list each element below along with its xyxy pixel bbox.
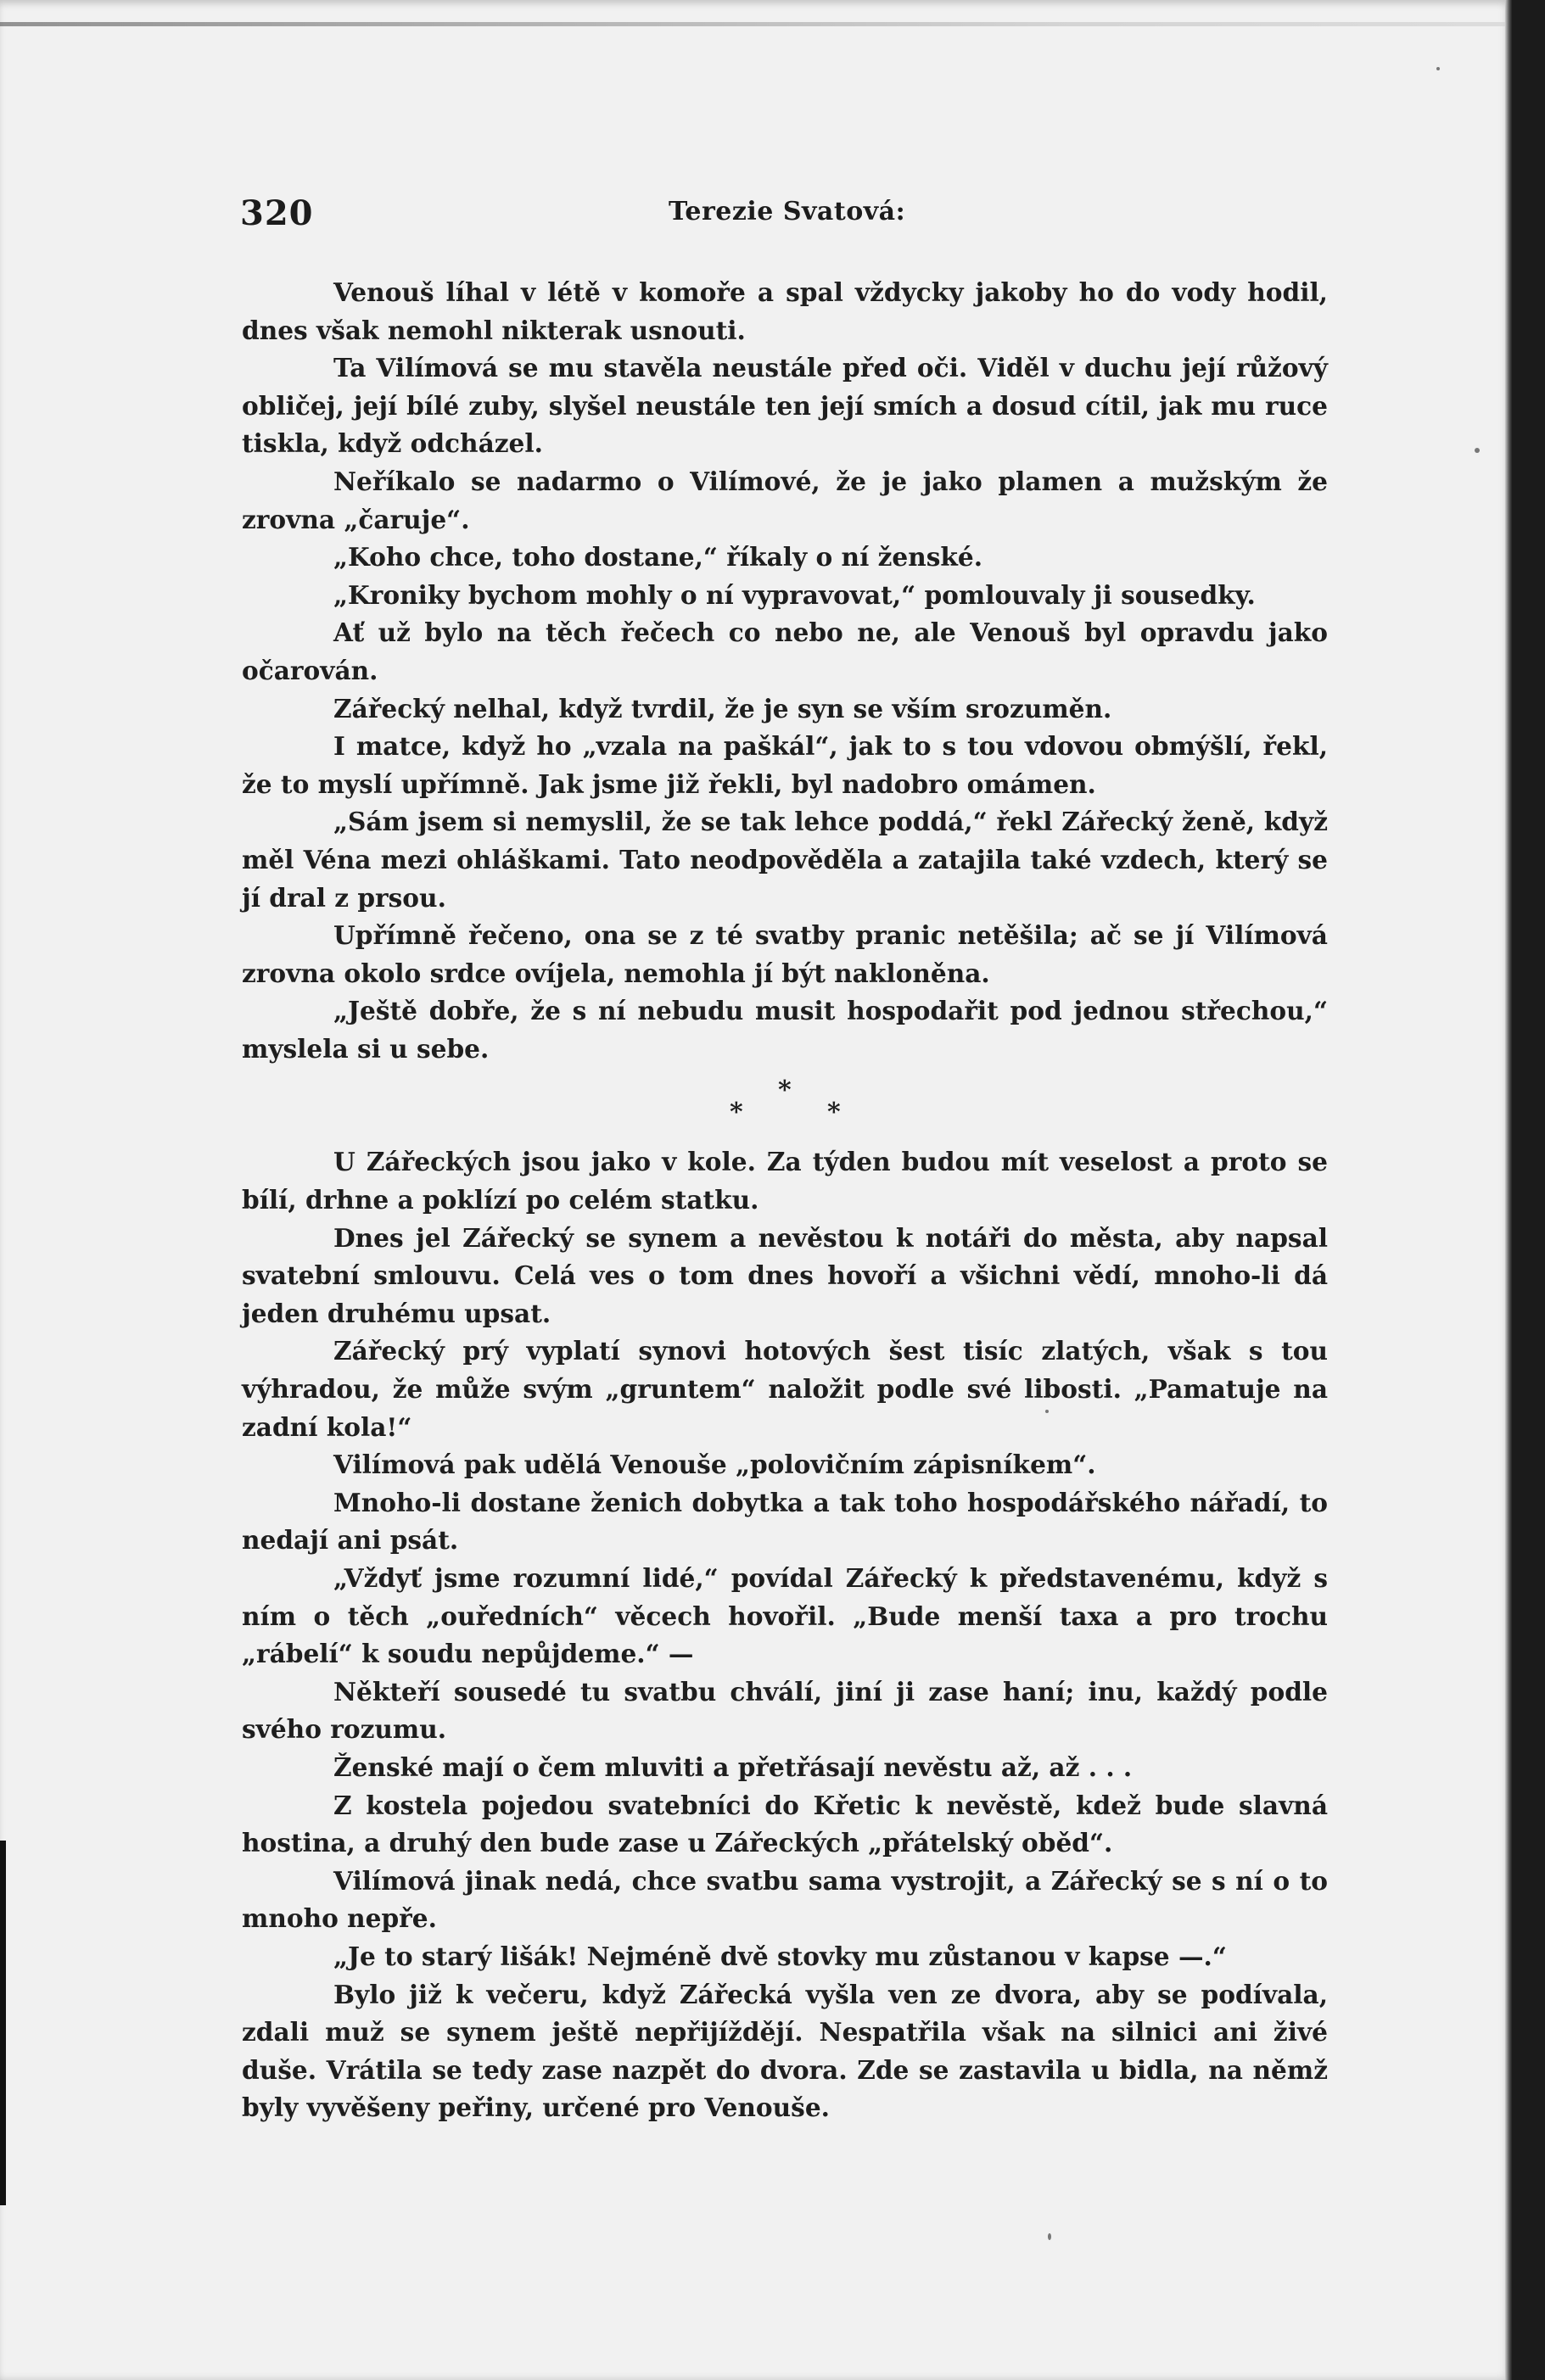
paragraph: Zářecký nelhal, když tvrdil, že je syn se vším srozuměn. bbox=[333, 693, 1112, 723]
paragraph: Z kostela pojedou svatebníci do Křetic k nevěstě, kdež bude slavná hostina, a druhý den bude zase u Zářeckých „přátelský oběd“. bbox=[242, 1790, 1328, 1858]
paragraph: Vilímová pak udělá Venouše „polovičním zápisníkem“. bbox=[333, 1450, 1096, 1480]
paragraph: Ať už bylo na těch řečech co nebo ne, ale Venouš byl opravdu jako očarován. bbox=[242, 617, 1328, 685]
running-head: Terezie Svatová: bbox=[669, 197, 906, 226]
paragraph: U Zářeckých jsou jako v kole. Za týden budou mít veselost a proto se bílí, drhne a poklízí po celém statku. bbox=[242, 1147, 1328, 1215]
paper-speck bbox=[1436, 67, 1440, 70]
page-header bbox=[240, 193, 1335, 236]
body-text bbox=[242, 274, 1328, 2127]
page-edge-shadow bbox=[1505, 0, 1512, 2380]
paragraph: Bylo již k večeru, když Zářecká vyšla ven ze dvora, aby se podívala, zdali muž se synem ještě nepřijíždějí. Nespatřila však na silnici ani živé duše. Vrátila se tedy zase nazpět do dvora. Zde se zastavila u bidla, na němž byly vyvěšeny peřiny, určené pro Venouše. bbox=[242, 1979, 1328, 2123]
top-rule bbox=[0, 22, 1512, 26]
paragraph: „Vždyť jsme rozumní lidé,“ povídal Zářecký k představenému, když s ním o těch „ouředních“ věcech hovořil. „Bude menší taxa a pro trochu „rábelí“ k soudu nepůjdeme.“ — bbox=[242, 1563, 1328, 1669]
paragraph: „Koho chce, toho dostane,“ říkaly o ní ženské. bbox=[333, 542, 983, 573]
asterisk: * bbox=[827, 1098, 841, 1128]
asterisk: * bbox=[730, 1098, 743, 1128]
paragraph: Vilímová jinak nedá, chce svatbu sama vystrojit, a Zářecký se s ní o to mnoho nepře. bbox=[242, 1865, 1328, 1934]
paragraph: I matce, když ho „vzala na paškál“, jak to s tou vdovou obmýšlí, řekl, že to myslí upřímně. Jak jsme již řekli, byl nadobro omámen. bbox=[242, 731, 1328, 799]
paragraph: „Ještě dobře, že s ní nebudu musit hospodařit pod jednou střechou,“ myslela si u sebe. bbox=[242, 996, 1328, 1064]
paragraph: „Sám jsem si nemyslil, že se tak lehce poddá,“ řekl Zářecký ženě, když měl Véna mezi ohláškami. Tato neodpověděla a zatajila také vzdech, který se jí dral z prsou. bbox=[242, 807, 1328, 913]
paragraph: Někteří sousedé tu svatbu chválí, jiní ji zase haní; inu, každý podle svého rozumu. bbox=[242, 1676, 1328, 1745]
paragraph: Neříkalo se nadarmo o Vilímové, že je jako plamen a mužským že zrovna „čaruje“. bbox=[242, 466, 1328, 534]
paragraph: Venouš líhal v létě v komoře a spal vždycky jakoby ho do vody hodil, dnes však nemohl nikterak usnouti. bbox=[242, 277, 1328, 345]
asterisk: * bbox=[778, 1075, 792, 1106]
paper-speck bbox=[1475, 448, 1480, 453]
paragraph: Mnoho-li dostane ženich dobytka a tak toho hospodářského nářadí, to nedají ani psát. bbox=[242, 1487, 1328, 1556]
paragraph: „Je to starý lišák! Nejméně dvě stovky mu zůstanou v kapse —.“ bbox=[333, 1941, 1227, 1971]
binding-mark bbox=[0, 1841, 6, 2205]
paragraph: Upřímně řečeno, ona se z té svatby pranic netěšila; ač se jí Vilímová zrovna okolo srdce ovíjela, nemohla jí být nakloněna. bbox=[242, 920, 1328, 988]
paragraph: Zářecký prý vyplatí synovi hotových šest tisíc zlatých, však s tou výhradou, že může svým „gruntem“ naložit podle své libosti. „Pamatuje na zadní kola!“ bbox=[242, 1336, 1328, 1442]
paragraph: „Kroniky bychom mohly o ní vypravovat,“ pomlouvaly ji sousedky. bbox=[333, 579, 1256, 610]
paper-speck bbox=[1048, 2233, 1051, 2240]
paragraph: Dnes jel Zářecký se synem a nevěstou k notáři do města, aby napsal svatební smlouvu. Celá ves o tom dnes hovoří a všichni vědí, mnoho-li dá jeden druhému upsat. bbox=[242, 1222, 1328, 1328]
page-number: 320 bbox=[240, 193, 314, 233]
paragraph: Ženské mají o čem mluviti a přetřásají nevěstu až, až . . . bbox=[333, 1751, 1133, 1782]
section-break-asterism bbox=[242, 1068, 1328, 1143]
paragraph: Ta Vilímová se mu stavěla neustále před oči. Viděl v duchu její růžový obličej, její bílé zuby, slyšel neustále ten její smích a dosud cítil, jak mu ruce tiskla, když odcházel. bbox=[242, 353, 1328, 459]
